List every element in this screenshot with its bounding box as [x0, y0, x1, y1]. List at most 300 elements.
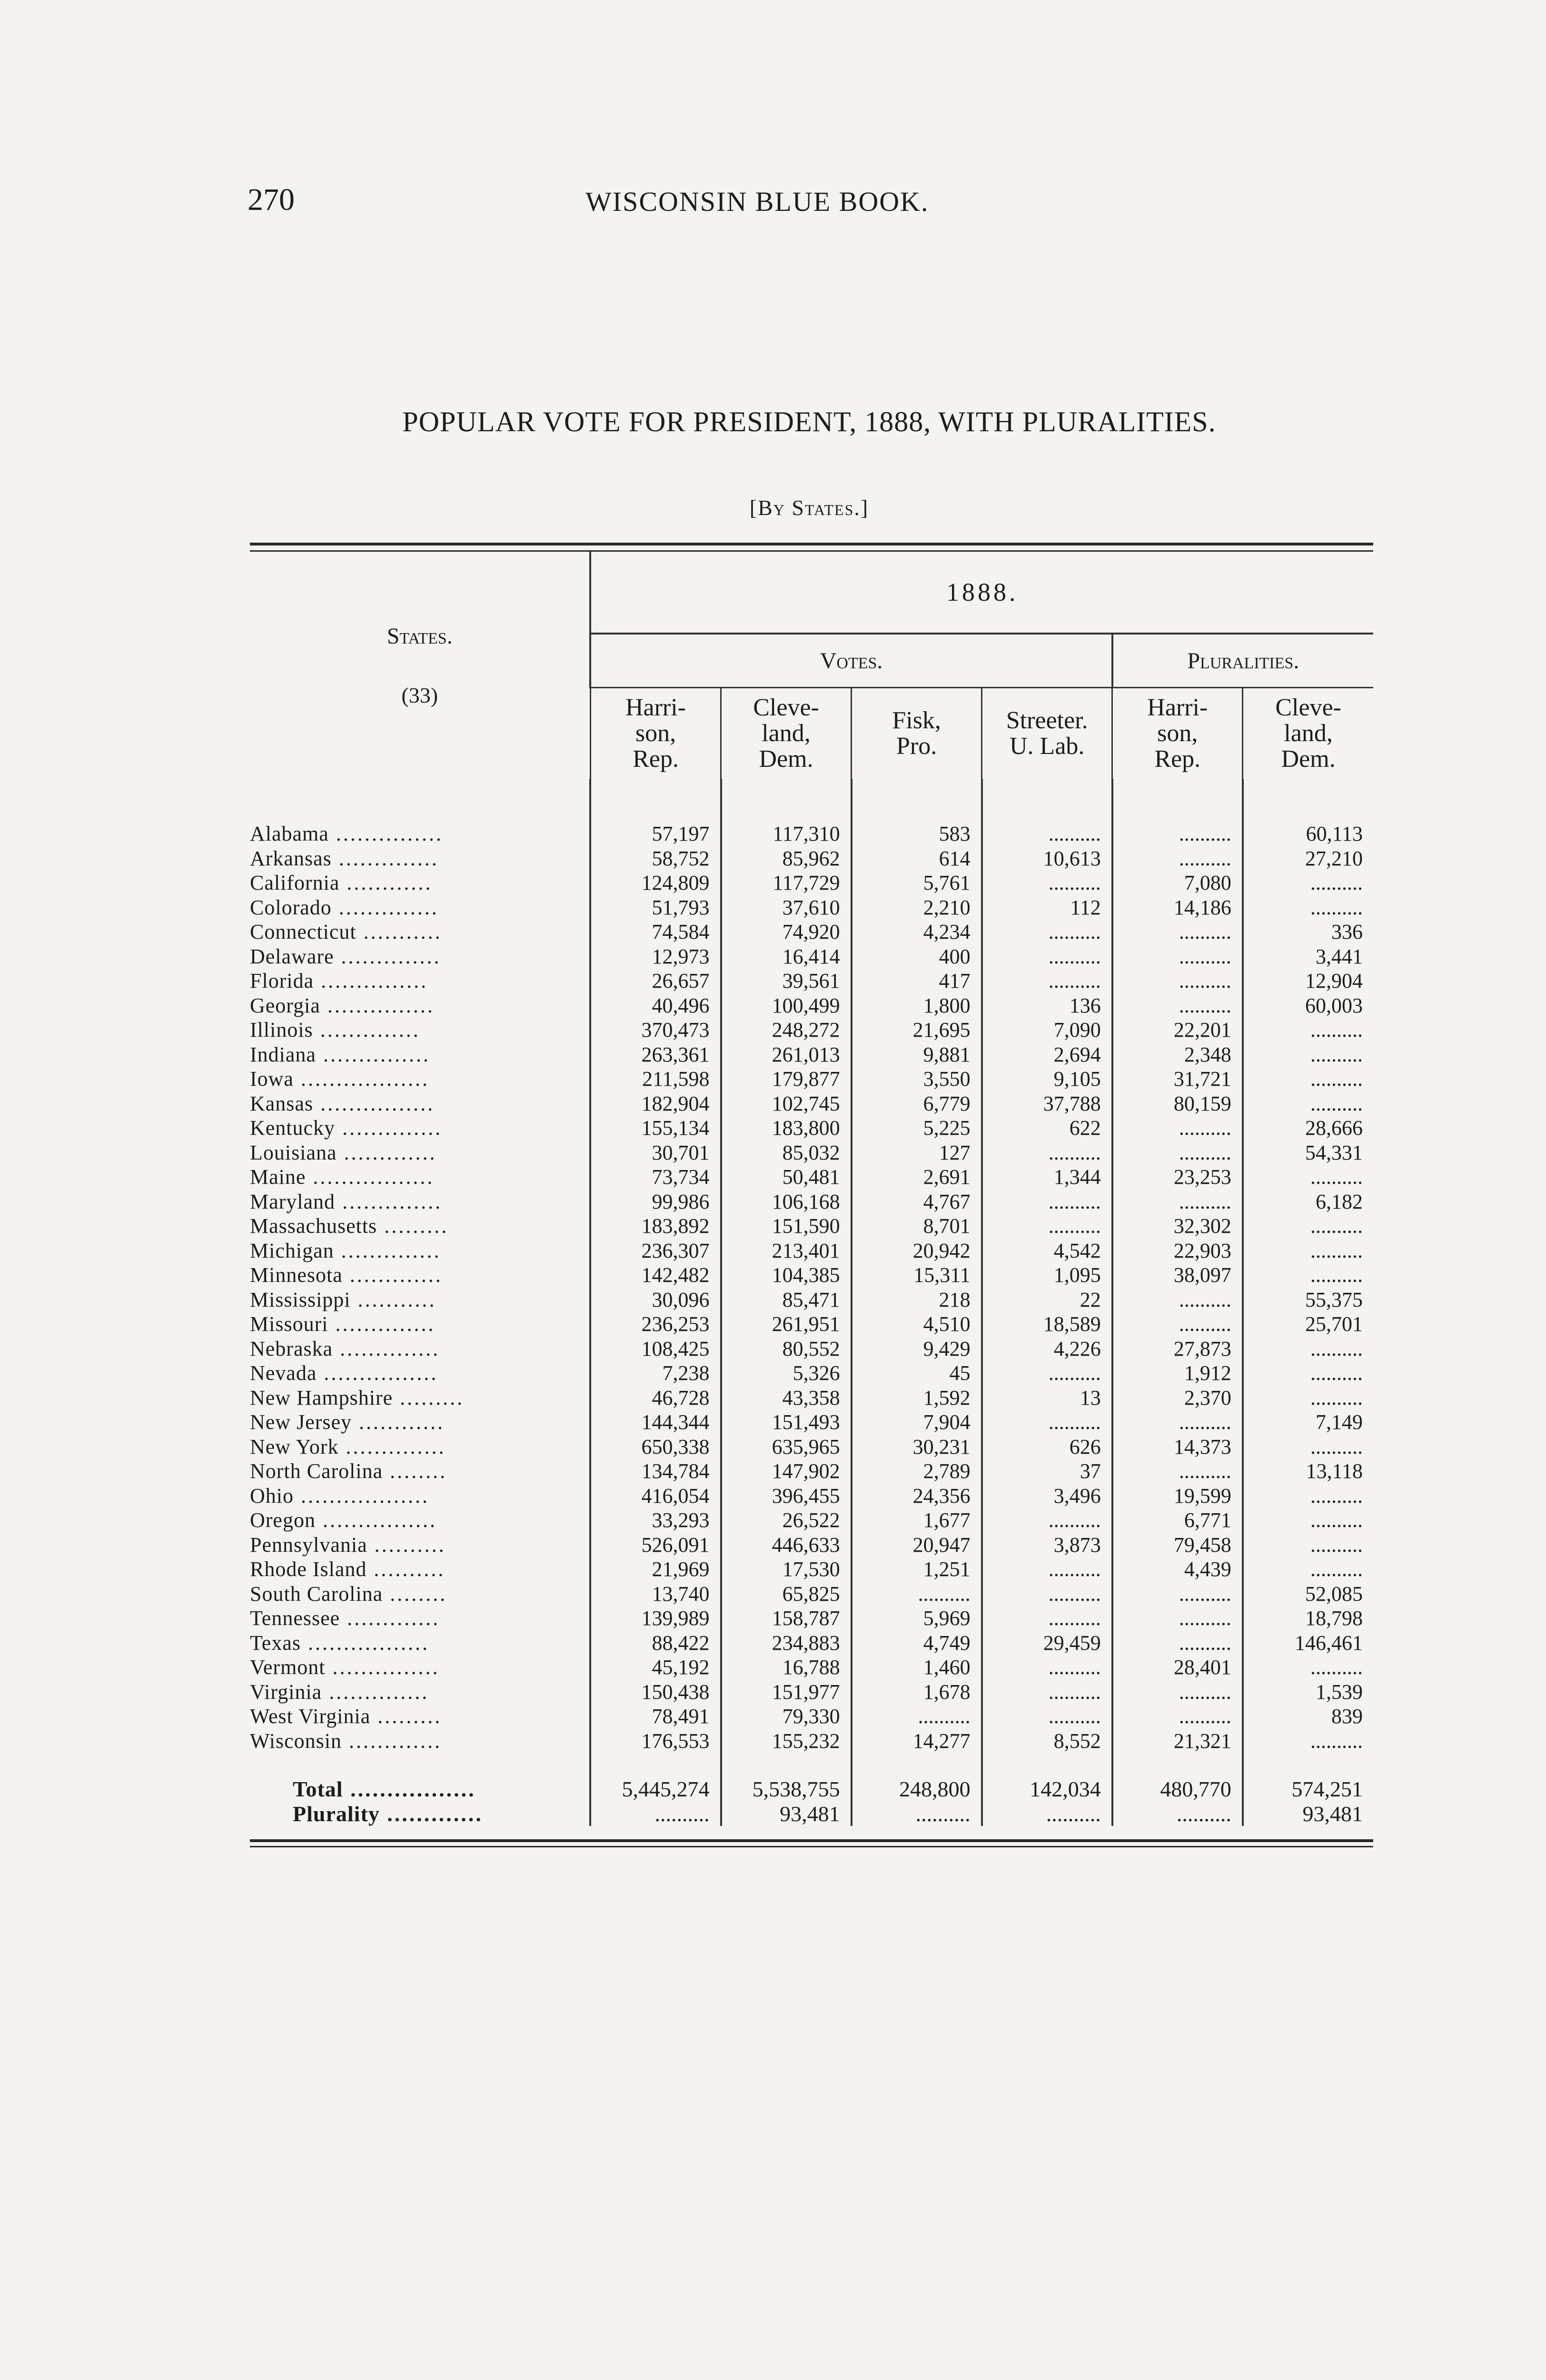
state-name: Kentucky: [250, 1116, 336, 1140]
value-cell-fisk: 1,592: [852, 1386, 982, 1410]
column-header-cleveland_votes: [721, 688, 852, 779]
value-cell-fisk: 248,800: [852, 1777, 982, 1802]
states-column-header: [250, 552, 590, 779]
value-cell-harrison_votes: 236,253: [590, 1312, 721, 1337]
state-name: Virginia: [250, 1680, 322, 1704]
page-number: 270: [248, 182, 295, 217]
table-row: [250, 993, 1373, 1018]
state-name-cell: [250, 846, 590, 871]
value-cell-fisk: ..........: [852, 1582, 982, 1606]
value-cell-fisk: 1,251: [852, 1557, 982, 1582]
value-cell-streeter: 9,105: [982, 1067, 1112, 1091]
leader-dots: ..............: [335, 1190, 443, 1213]
value-cell-fisk: 2,210: [852, 895, 982, 920]
value-cell-harrison_votes: 78,491: [590, 1704, 721, 1729]
state-name-cell: [250, 779, 590, 846]
leader-dots: ..............: [313, 1018, 420, 1041]
value-cell-cleveland_plur: 1,539: [1243, 1680, 1373, 1705]
table-row: [250, 1288, 1373, 1312]
value-cell-harrison_plur: 27,873: [1112, 1337, 1243, 1361]
value-cell-fisk: 5,969: [852, 1606, 982, 1631]
table-row: [250, 1631, 1373, 1656]
state-name: Arkansas: [250, 846, 332, 870]
value-cell-cleveland_votes: 79,330: [721, 1704, 852, 1729]
value-cell-harrison_votes: 51,793: [590, 895, 721, 920]
state-name-cell: [250, 1386, 590, 1410]
value-cell-harrison_votes: 99,986: [590, 1190, 721, 1214]
value-cell-cleveland_plur: ..........: [1243, 1337, 1373, 1361]
value-cell-harrison_plur: ..........: [1112, 1116, 1243, 1140]
state-name-cell: [250, 1484, 590, 1508]
value-cell-cleveland_votes: 17,530: [721, 1557, 852, 1582]
value-cell-cleveland_votes: 396,455: [721, 1484, 852, 1508]
value-cell-cleveland_plur: ..........: [1243, 1042, 1373, 1067]
value-cell-harrison_votes: 57,197: [590, 779, 721, 846]
value-cell-harrison_plur: 14,373: [1112, 1435, 1243, 1459]
value-cell-streeter: ..........: [982, 920, 1112, 944]
value-cell-cleveland_plur: 18,798: [1243, 1606, 1373, 1631]
value-cell-harrison_plur: ..........: [1112, 1704, 1243, 1729]
state-name: Missouri: [250, 1312, 328, 1336]
table-body: [250, 779, 1373, 1826]
spacer-cell: [250, 1753, 590, 1777]
leader-dots: ..............: [335, 1116, 443, 1140]
value-cell-streeter: ..........: [982, 779, 1112, 846]
value-cell-cleveland_plur: 839: [1243, 1704, 1373, 1729]
value-cell-streeter: 37: [982, 1459, 1112, 1484]
value-cell-cleveland_votes: 65,825: [721, 1582, 852, 1606]
value-cell-streeter: ..........: [982, 1410, 1112, 1435]
value-cell-harrison_plur: ..........: [1112, 1312, 1243, 1337]
leader-dots: ..............: [331, 846, 439, 870]
value-cell-harrison_plur: 6,771: [1112, 1508, 1243, 1533]
value-cell-cleveland_votes: 93,481: [721, 1802, 852, 1826]
column-header-line: Cleve-: [753, 694, 819, 721]
state-name-cell: [250, 1091, 590, 1116]
value-cell-harrison_votes: 526,091: [590, 1533, 721, 1557]
value-cell-cleveland_votes: 16,414: [721, 944, 852, 969]
leader-dots: .............: [342, 1729, 442, 1753]
value-cell-cleveland_votes: 74,920: [721, 920, 852, 944]
state-name: South Carolina: [250, 1582, 383, 1606]
table-row: [250, 1116, 1373, 1140]
value-cell-streeter: 29,459: [982, 1631, 1112, 1656]
value-cell-harrison_votes: 88,422: [590, 1631, 721, 1656]
value-cell-cleveland_plur: 7,149: [1243, 1410, 1373, 1435]
value-cell-cleveland_votes: 26,522: [721, 1508, 852, 1533]
value-cell-streeter: 142,034: [982, 1777, 1112, 1802]
state-name-cell: [250, 1410, 590, 1435]
table-row: [250, 1239, 1373, 1263]
value-cell-cleveland_plur: 28,666: [1243, 1116, 1373, 1140]
states-header-label: States.: [386, 623, 453, 649]
value-cell-fisk: 30,231: [852, 1435, 982, 1459]
value-cell-streeter: ..........: [982, 871, 1112, 895]
value-cell-harrison_plur: 22,201: [1112, 1018, 1243, 1042]
state-name-cell: [250, 1165, 590, 1190]
leader-dots: ...........: [350, 1288, 436, 1311]
table-row: [250, 1214, 1373, 1239]
state-name: California: [250, 871, 340, 894]
value-cell-cleveland_plur: 146,461: [1243, 1631, 1373, 1656]
value-cell-harrison_plur: ..........: [1112, 969, 1243, 993]
table-row: [250, 1042, 1373, 1067]
state-name-cell: [250, 1704, 590, 1729]
state-name-cell: [250, 1680, 590, 1705]
value-cell-harrison_plur: ..........: [1112, 779, 1243, 846]
leader-dots: ..............: [331, 895, 439, 919]
value-cell-cleveland_votes: 39,561: [721, 969, 852, 993]
value-cell-streeter: 22: [982, 1288, 1112, 1312]
state-name: Michigan: [250, 1239, 334, 1262]
value-cell-cleveland_plur: ..........: [1243, 1018, 1373, 1042]
value-cell-cleveland_plur: 54,331: [1243, 1140, 1373, 1165]
column-header-line: Pro.: [896, 733, 937, 760]
value-cell-fisk: 3,550: [852, 1067, 982, 1091]
state-name-cell: [250, 1435, 590, 1459]
leader-dots: ...........: [356, 920, 442, 943]
spacer-cell: [982, 1753, 1112, 1777]
value-cell-fisk: 21,695: [852, 1018, 982, 1042]
state-name: Louisiana: [250, 1140, 337, 1164]
value-cell-cleveland_votes: 117,310: [721, 779, 852, 846]
value-cell-streeter: 10,613: [982, 846, 1112, 871]
value-cell-cleveland_plur: 27,210: [1243, 846, 1373, 871]
state-name-cell: [250, 895, 590, 920]
value-cell-fisk: 24,356: [852, 1484, 982, 1508]
table-row: [250, 1312, 1373, 1337]
column-header-line: Dem.: [759, 745, 813, 773]
value-cell-streeter: 136: [982, 993, 1112, 1018]
leader-dots: .................: [301, 1631, 429, 1655]
value-cell-fisk: 2,691: [852, 1165, 982, 1190]
value-cell-fisk: 14,277: [852, 1729, 982, 1754]
value-cell-cleveland_votes: 151,977: [721, 1680, 852, 1705]
value-cell-streeter: ..........: [982, 1802, 1112, 1826]
leader-dots: ................: [313, 1091, 435, 1115]
value-cell-harrison_votes: 155,134: [590, 1116, 721, 1140]
value-cell-harrison_votes: 74,584: [590, 920, 721, 944]
value-cell-harrison_votes: 370,473: [590, 1018, 721, 1042]
leader-dots: ...............: [325, 1656, 440, 1679]
value-cell-harrison_plur: 32,302: [1112, 1214, 1243, 1239]
value-cell-harrison_plur: ..........: [1112, 920, 1243, 944]
state-name: Kansas: [250, 1091, 314, 1115]
state-name: Massachusetts: [250, 1214, 377, 1238]
value-cell-harrison_votes: 13,740: [590, 1582, 721, 1606]
state-name-cell: [250, 1361, 590, 1386]
state-name-cell: [250, 1263, 590, 1288]
value-cell-streeter: 3,496: [982, 1484, 1112, 1508]
value-cell-fisk: 5,225: [852, 1116, 982, 1140]
leader-dots: ..........: [367, 1557, 446, 1581]
value-cell-cleveland_plur: 574,251: [1243, 1777, 1373, 1802]
votes-group-header: [590, 634, 1112, 688]
value-cell-fisk: 45: [852, 1361, 982, 1386]
value-cell-harrison_votes: 33,293: [590, 1508, 721, 1533]
bottom-rule: [250, 1839, 1373, 1847]
value-cell-harrison_plur: 19,599: [1112, 1484, 1243, 1508]
state-name-cell: [250, 1067, 590, 1091]
value-cell-streeter: ..........: [982, 1140, 1112, 1165]
spacer-cell: [590, 1753, 721, 1777]
state-name-cell: [250, 1729, 590, 1754]
state-name-cell: [250, 993, 590, 1018]
value-cell-fisk: 15,311: [852, 1263, 982, 1288]
value-cell-streeter: 626: [982, 1435, 1112, 1459]
value-cell-cleveland_plur: ..........: [1243, 1533, 1373, 1557]
state-name-cell: [250, 1655, 590, 1680]
value-cell-harrison_plur: 14,186: [1112, 895, 1243, 920]
state-name-cell: [250, 1337, 590, 1361]
page-header: [248, 182, 1085, 225]
state-name: Maryland: [250, 1190, 336, 1213]
column-header-harrison_plur: [1112, 688, 1243, 779]
state-name-cell: [250, 1606, 590, 1631]
table-row: [250, 1361, 1373, 1386]
value-cell-harrison_plur: 2,348: [1112, 1042, 1243, 1067]
state-name: Alabama: [250, 822, 329, 845]
value-cell-fisk: 6,779: [852, 1091, 982, 1116]
column-header-line: Cleve-: [1275, 694, 1341, 721]
value-cell-harrison_plur: 28,401: [1112, 1655, 1243, 1680]
state-name: New Hampshire: [250, 1386, 393, 1409]
value-cell-harrison_votes: 30,096: [590, 1288, 721, 1312]
value-cell-cleveland_plur: ..........: [1243, 1484, 1373, 1508]
value-cell-cleveland_plur: 3,441: [1243, 944, 1373, 969]
value-cell-harrison_votes: 263,361: [590, 1042, 721, 1067]
value-cell-fisk: 127: [852, 1140, 982, 1165]
state-name-cell: [250, 1214, 590, 1239]
value-cell-harrison_votes: 182,904: [590, 1091, 721, 1116]
state-name-cell: [250, 1582, 590, 1606]
spacer-cell: [1243, 1753, 1373, 1777]
value-cell-streeter: ..........: [982, 969, 1112, 993]
value-cell-harrison_votes: 45,192: [590, 1655, 721, 1680]
running-title: WISCONSIN BLUE BOOK.: [585, 186, 929, 217]
column-header-line: Streeter.: [1006, 707, 1088, 734]
leader-dots: .............: [337, 1140, 437, 1164]
value-cell-cleveland_votes: 155,232: [721, 1729, 852, 1754]
value-cell-cleveland_votes: 151,590: [721, 1214, 852, 1239]
table-row: [250, 1729, 1373, 1754]
value-cell-cleveland_plur: ..........: [1243, 1729, 1373, 1754]
state-name-cell: [250, 1116, 590, 1140]
value-cell-harrison_votes: 46,728: [590, 1386, 721, 1410]
leader-dots: .............: [340, 1606, 440, 1630]
state-name: Connecticut: [250, 920, 357, 943]
value-cell-harrison_votes: 183,892: [590, 1214, 721, 1239]
table-row: [250, 1018, 1373, 1042]
state-name-cell: [250, 1140, 590, 1165]
value-cell-fisk: 614: [852, 846, 982, 871]
value-cell-cleveland_plur: 13,118: [1243, 1459, 1373, 1484]
state-name-cell: [250, 1018, 590, 1042]
value-cell-cleveland_votes: 102,745: [721, 1091, 852, 1116]
value-cell-harrison_plur: ..........: [1112, 1582, 1243, 1606]
leader-dots: ........: [383, 1582, 447, 1606]
value-cell-harrison_plur: ..........: [1112, 1606, 1243, 1631]
leader-dots: ...............: [316, 1042, 430, 1066]
state-name-cell: [250, 920, 590, 944]
column-header-line: Dem.: [1281, 745, 1336, 773]
leader-dots: .........: [370, 1705, 442, 1728]
value-cell-harrison_votes: 5,445,274: [590, 1777, 721, 1802]
leader-dots: ..............: [338, 1435, 446, 1458]
value-cell-streeter: ..........: [982, 1606, 1112, 1631]
value-cell-streeter: 1,344: [982, 1165, 1112, 1190]
value-cell-harrison_plur: 38,097: [1112, 1263, 1243, 1288]
value-cell-harrison_plur: ..........: [1112, 1190, 1243, 1214]
value-cell-fisk: 1,460: [852, 1655, 982, 1680]
value-cell-cleveland_plur: ..........: [1243, 1435, 1373, 1459]
state-name-cell: [250, 1312, 590, 1337]
state-name-cell: [250, 1557, 590, 1582]
value-cell-streeter: ..........: [982, 1361, 1112, 1386]
value-cell-streeter: ..........: [982, 944, 1112, 969]
table-row: [250, 895, 1373, 920]
column-header-cleveland_plur: [1243, 688, 1373, 779]
value-cell-cleveland_votes: 85,032: [721, 1140, 852, 1165]
value-cell-cleveland_plur: 93,481: [1243, 1802, 1373, 1826]
value-cell-harrison_votes: 7,238: [590, 1361, 721, 1386]
state-name: Nebraska: [250, 1337, 333, 1360]
value-cell-cleveland_plur: ..........: [1243, 1386, 1373, 1410]
value-cell-fisk: 1,678: [852, 1680, 982, 1705]
state-name: Ohio: [250, 1484, 294, 1507]
value-cell-cleveland_plur: ..........: [1243, 1508, 1373, 1533]
value-cell-cleveland_votes: 5,326: [721, 1361, 852, 1386]
leader-dots: ........: [383, 1459, 447, 1483]
table-row: [250, 1508, 1373, 1533]
table-row: [250, 1410, 1373, 1435]
state-name-cell: [250, 1190, 590, 1214]
value-cell-harrison_plur: ..........: [1112, 944, 1243, 969]
value-cell-harrison_plur: 1,912: [1112, 1361, 1243, 1386]
value-cell-streeter: ..........: [982, 1680, 1112, 1705]
value-cell-fisk: 4,767: [852, 1190, 982, 1214]
value-cell-cleveland_plur: 12,904: [1243, 969, 1373, 993]
value-cell-cleveland_plur: 60,113: [1243, 779, 1373, 846]
leader-dots: ..................: [294, 1484, 429, 1507]
state-name: North Carolina: [250, 1459, 383, 1483]
column-header-fisk: [852, 688, 982, 779]
value-cell-harrison_plur: ..........: [1112, 993, 1243, 1018]
value-cell-streeter: ..........: [982, 1557, 1112, 1582]
column-header-line: land,: [762, 720, 811, 747]
table-row: [250, 1337, 1373, 1361]
leader-dots: ...............: [328, 822, 443, 845]
value-cell-fisk: ..........: [852, 1802, 982, 1826]
value-cell-streeter: ..........: [982, 1508, 1112, 1533]
state-name: Maine: [250, 1165, 306, 1189]
value-cell-streeter: ..........: [982, 1190, 1112, 1214]
table-row: [250, 1386, 1373, 1410]
table-row: [250, 1459, 1373, 1484]
value-cell-streeter: 37,788: [982, 1091, 1112, 1116]
value-cell-cleveland_votes: 104,385: [721, 1263, 852, 1288]
state-name: Texas: [250, 1631, 301, 1655]
value-cell-harrison_votes: 30,701: [590, 1140, 721, 1165]
value-cell-cleveland_votes: 80,552: [721, 1337, 852, 1361]
value-cell-cleveland_plur: ..........: [1243, 1214, 1373, 1239]
value-cell-cleveland_votes: 50,481: [721, 1165, 852, 1190]
leader-dots: ...............: [314, 969, 428, 992]
state-name: Florida: [250, 969, 314, 992]
value-cell-harrison_plur: 31,721: [1112, 1067, 1243, 1091]
value-cell-harrison_plur: ..........: [1112, 1680, 1243, 1705]
value-cell-fisk: ..........: [852, 1704, 982, 1729]
value-cell-streeter: 2,694: [982, 1042, 1112, 1067]
column-header-harrison_votes: [590, 688, 721, 779]
value-cell-harrison_plur: ..........: [1112, 1288, 1243, 1312]
value-cell-fisk: 4,510: [852, 1312, 982, 1337]
column-header-line: Fisk,: [892, 707, 941, 734]
leader-dots: ..............: [322, 1680, 429, 1704]
value-cell-streeter: ..........: [982, 1704, 1112, 1729]
leader-dots: ................: [317, 1361, 438, 1385]
value-cell-cleveland_votes: 261,951: [721, 1312, 852, 1337]
state-name: Wisconsin: [250, 1729, 342, 1753]
value-cell-streeter: 4,226: [982, 1337, 1112, 1361]
table-row: [250, 1606, 1373, 1631]
state-name: Total: [293, 1777, 343, 1801]
spacer-cell: [1112, 1753, 1243, 1777]
state-name: Minnesota: [250, 1263, 343, 1287]
state-name-cell: [250, 969, 590, 993]
value-cell-cleveland_plur: 60,003: [1243, 993, 1373, 1018]
value-cell-cleveland_votes: 151,493: [721, 1410, 852, 1435]
value-cell-cleveland_plur: ..........: [1243, 1557, 1373, 1582]
vote-table: [250, 552, 1373, 1826]
value-cell-streeter: 18,589: [982, 1312, 1112, 1337]
value-cell-harrison_votes: 21,969: [590, 1557, 721, 1582]
value-cell-cleveland_plur: ..........: [1243, 1263, 1373, 1288]
table-row: [250, 1435, 1373, 1459]
leader-dots: .............: [342, 1263, 443, 1287]
table-row: [250, 1680, 1373, 1705]
state-name-cell: [250, 1042, 590, 1067]
table-row: [250, 1655, 1373, 1680]
table-subtitle-text: [By States.]: [749, 496, 869, 520]
state-name: Tennessee: [250, 1606, 340, 1630]
states-count: (33): [401, 683, 438, 707]
table-row: [250, 944, 1373, 969]
value-cell-streeter: 3,873: [982, 1533, 1112, 1557]
state-name: Delaware: [250, 944, 334, 968]
leader-dots: .........: [393, 1386, 465, 1409]
column-header-line: son,: [635, 720, 676, 747]
value-cell-harrison_votes: 139,989: [590, 1606, 721, 1631]
table-subtitle: [248, 495, 1371, 520]
state-name-cell: [250, 1631, 590, 1656]
value-cell-harrison_plur: 22,903: [1112, 1239, 1243, 1263]
state-name: Oregon: [250, 1508, 316, 1532]
leader-dots: ..............: [334, 1239, 441, 1262]
column-header-line: land,: [1284, 720, 1333, 747]
value-cell-harrison_plur: ..........: [1112, 1410, 1243, 1435]
state-name: Rhode Island: [250, 1557, 367, 1581]
value-cell-harrison_votes: 144,344: [590, 1410, 721, 1435]
vote-table-container: [250, 543, 1373, 1847]
leader-dots: ..............: [334, 944, 441, 968]
state-name-cell: [250, 1802, 590, 1826]
value-cell-cleveland_votes: 85,962: [721, 846, 852, 871]
value-cell-cleveland_plur: 55,375: [1243, 1288, 1373, 1312]
value-cell-fisk: 8,701: [852, 1214, 982, 1239]
value-cell-fisk: 7,904: [852, 1410, 982, 1435]
value-cell-streeter: 112: [982, 895, 1112, 920]
